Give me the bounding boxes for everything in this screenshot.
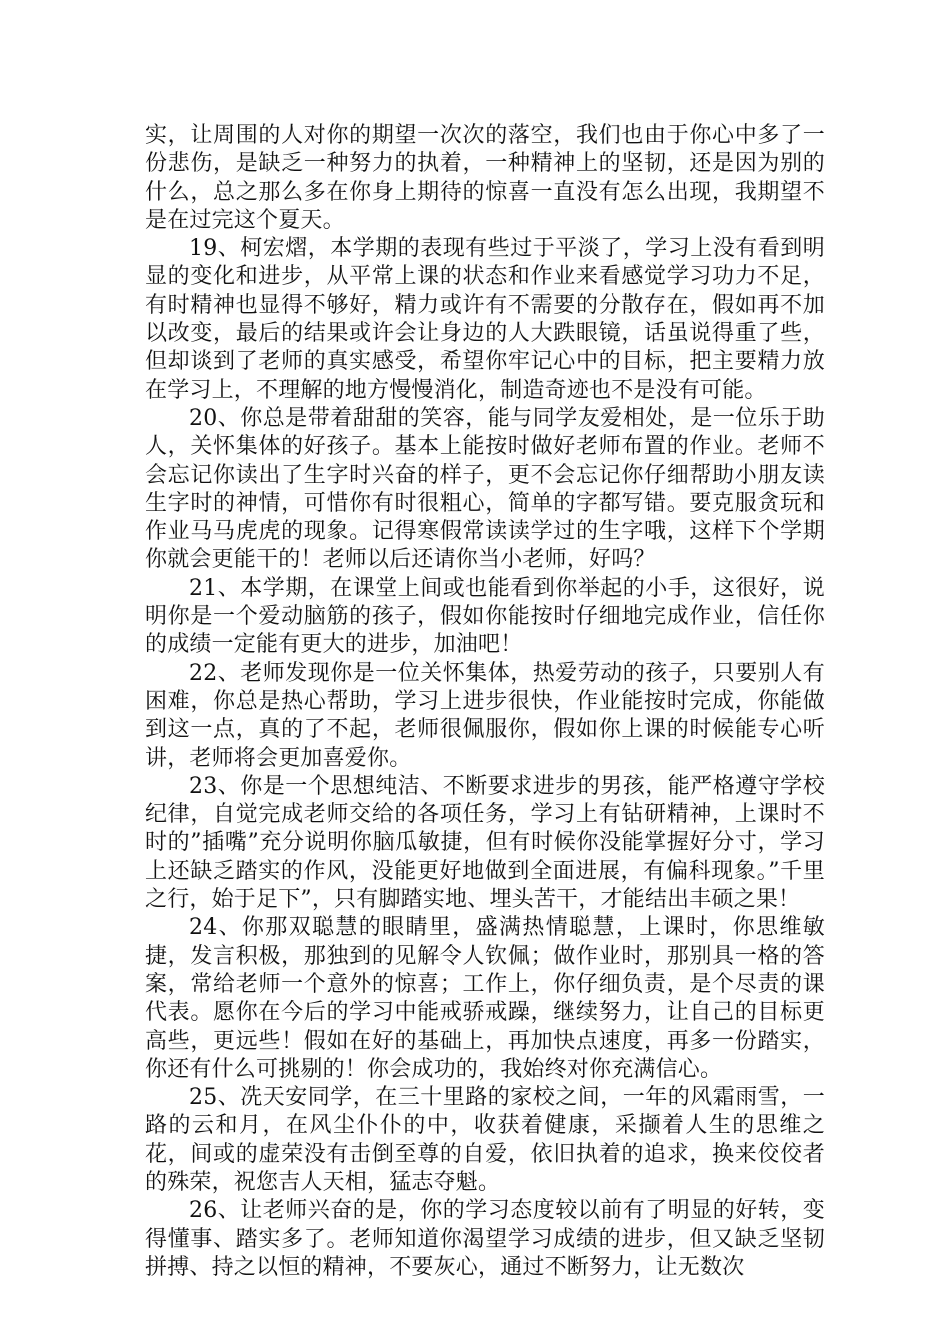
paragraph-comment-24: 24、你那双聪慧的眼睛里，盛满热情聪慧，上课时，你思维敏捷，发言积极，那独到的见解令人钦佩；做作业时，那别具一格的答案，常给老师一个意外的惊喜；工作上，你仔细负责，是个尽责的课代表。愿你在今后的学习中能戒骄戒躁，继续努力，让自己的目标更高些，更远些！假如在好的基础上，再加快点速度，再多一份踏实，你还有什么可挑剔的！你会成功的，我始终对你充满信心。 [145, 915, 825, 1082]
paragraph-comment-25: 25、冼天安同学，在三十里路的家校之间，一年的风霜雨雪，一路的云和月，在风尘仆仆的中，收获着健康，采撷着人生的思维之花，间或的虚荣没有击倒至尊的自爱，依旧执着的追求，换来佼佼者的殊荣，祝您吉人天相，猛志夺魁。 [145, 1085, 825, 1195]
paragraph-comment-20: 20、你总是带着甜甜的笑容，能与同学友爱相处，是一位乐于助人，关怀集体的好孩子。基本上能按时做好老师布置的作业。老师不会忘记你读出了生字时兴奋的样子，更不会忘记你仔细帮助小朋友读生字时的神情，可惜你有时很粗心，简单的字都写错。要克服贪玩和作业马马虎虎的现象。记得寒假常读读学过的生字哦，这样下个学期你就会更能干的！老师以后还请你当小老师，好吗？ [145, 405, 825, 573]
paragraph-comment-22: 22、老师发现你是一位关怀集体，热爱劳动的孩子，只要别人有困难，你总是热心帮助，学习上进步很快，作业能按时完成，你能做到这一点，真的了不起，老师很佩服你，假如你上课的时候能专心听讲，老师将会更加喜爱你。 [145, 660, 825, 771]
paragraph-comment-19: 19、柯宏熠，本学期的表现有些过于平淡了，学习上没有看到明显的变化和进步，从平常上课的状态和作业来看感觉学习功力不足，有时精神也显得不够好，精力或许有不需要的分散存在，假如再不加以改变，最后的结果或许会让身边的人大跌眼镜，话虽说得重了些，但却谈到了老师的真实感受，希望你牢记心中的目标，把主要精力放在学习上，不理解的地方慢慢消化，制造奇迹也不是没有可能。 [145, 236, 825, 403]
paragraph-comment-26: 26、让老师兴奋的是，你的学习态度较以前有了明显的好转，变得懂事、踏实多了。老师知道你渴望学习成绩的进步，但又缺乏坚韧拼搏、持之以恒的精神，不要灰心，通过不断努力，让无数次 [145, 1198, 825, 1280]
paragraph-comment-21: 21、本学期，在课堂上间或也能看到你举起的小手，这很好，说明你是一个爱动脑筋的孩子，假如你能按时仔细地完成作业，信任你的成绩一定能有更大的进步，加油吧！ [145, 575, 825, 658]
paragraph-comment-23: 23、你是一个思想纯洁、不断要求进步的男孩，能严格遵守学校纪律，自觉完成老师交给的各项任务，学习上有钻研精神，上课时不时的”插嘴”充分说明你脑瓜敏捷，但有时候你没能掌握好分寸，学习上还缺乏踏实的作风，没能更好地做到全面进展，有偏科现象。”千里之行，始于足下”，只有脚踏实地、埋头苦干，才能结出丰硕之果！ [145, 773, 825, 913]
paragraph-continuation: 实，让周围的人对你的期望一次次的落空，我们也由于你心中多了一份悲伤，是缺乏一种努力的执着，一种精神上的坚韧，还是因为别的什么，总之那么多在你身上期待的惊喜一直没有怎么出现，我期望不是在过完这个夏天。 [145, 123, 825, 233]
document-body [145, 122, 825, 1282]
